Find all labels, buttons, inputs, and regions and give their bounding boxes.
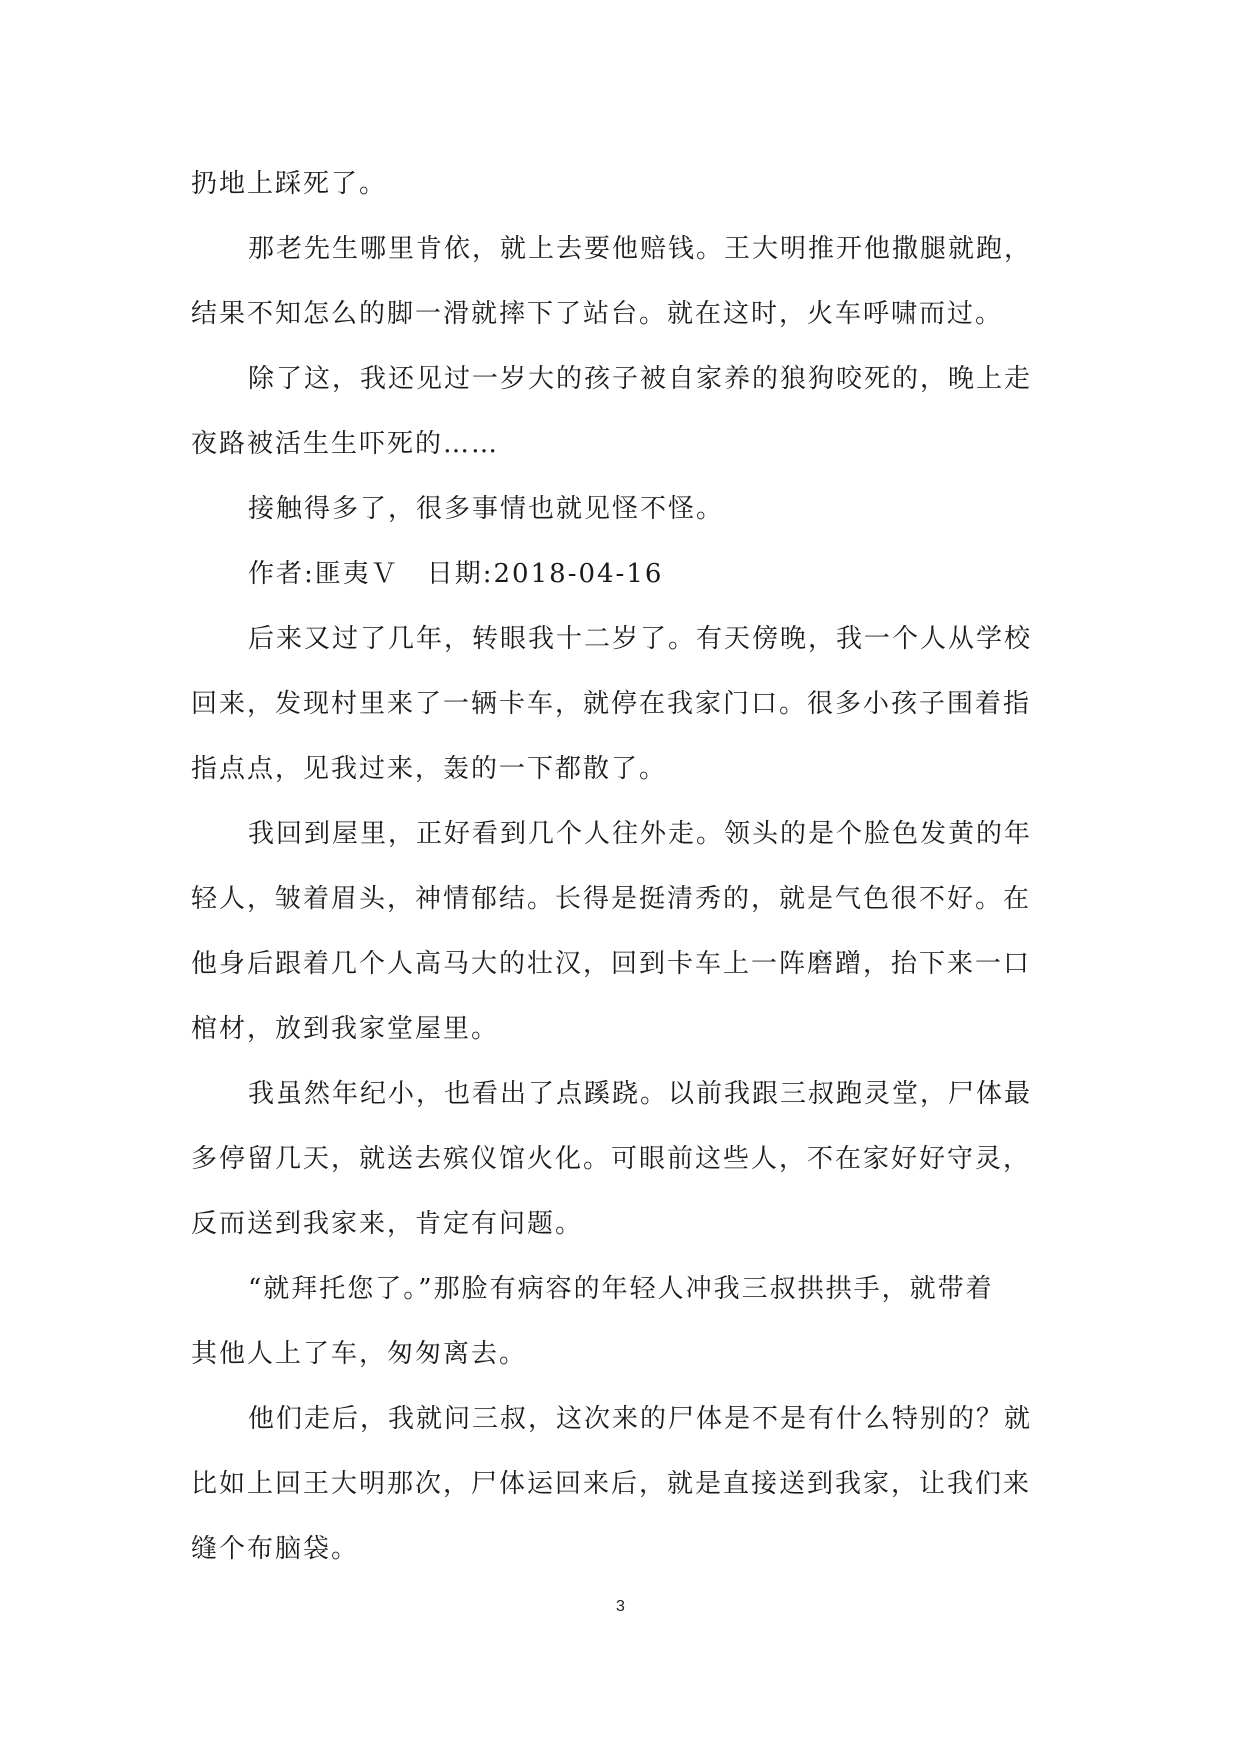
text-line: 反而送到我家来，肯定有问题。 (191, 1209, 584, 1239)
text-line: 比如上回王大明那次，尸体运回来后，就是直接送到我家，让我们来 (191, 1469, 1032, 1499)
body-text (191, 152, 1051, 1582)
text-line: 夜路被活生生吓死的…… (191, 429, 500, 459)
text-line: 多停留几天，就送去殡仪馆火化。可眼前这些人，不在家好好守灵， (191, 1144, 1032, 1174)
text-line: 我虽然年纪小，也看出了点蹊跷。以前我跟三叔跑灵堂，尸体最 (248, 1079, 1033, 1109)
page-number: 3 (616, 1598, 625, 1615)
text-line: 回来，发现村里来了一辆卡车，就停在我家门口。很多小孩子围着指 (191, 689, 1032, 719)
text-line: 扔地上踩死了。 (191, 169, 388, 199)
text-line: 除了这，我还见过一岁大的孩子被自家养的狼狗咬死的，晚上走 (248, 364, 1033, 394)
text-line: 指点点，见我过来，轰的一下都散了。 (191, 754, 668, 784)
text-line: 那老先生哪里肯依，就上去要他赔钱。王大明推开他撒腿就跑， (248, 234, 1033, 264)
text-line: 他们走后，我就问三叔，这次来的尸体是不是有什么特别的？就 (248, 1404, 1033, 1434)
text-line: “就拜托您了。”那脸有病容的年轻人冲我三叔拱拱手，就带着 (248, 1274, 994, 1304)
author-date-line: 作者:匪夷Ｖ 日期:2018-04-16 (248, 559, 664, 589)
text-line: 其他人上了车，匆匆离去。 (191, 1339, 528, 1369)
text-line: 我回到屋里，正好看到几个人往外走。领头的是个脸色发黄的年 (248, 819, 1033, 849)
text-line: 棺材，放到我家堂屋里。 (191, 1014, 500, 1044)
text-line: 轻人，皱着眉头，神情郁结。长得是挺清秀的，就是气色很不好。在 (191, 884, 1032, 914)
text-line: 后来又过了几年，转眼我十二岁了。有天傍晚，我一个人从学校 (248, 624, 1033, 654)
text-line: 结果不知怎么的脚一滑就摔下了站台。就在这时，火车呼啸而过。 (191, 299, 1004, 329)
text-line: 缝个布脑袋。 (191, 1534, 360, 1564)
text-line: 接触得多了，很多事情也就见怪不怪。 (248, 494, 725, 524)
text-line: 他身后跟着几个人高马大的壮汉，回到卡车上一阵磨蹭，抬下来一口 (191, 949, 1032, 979)
